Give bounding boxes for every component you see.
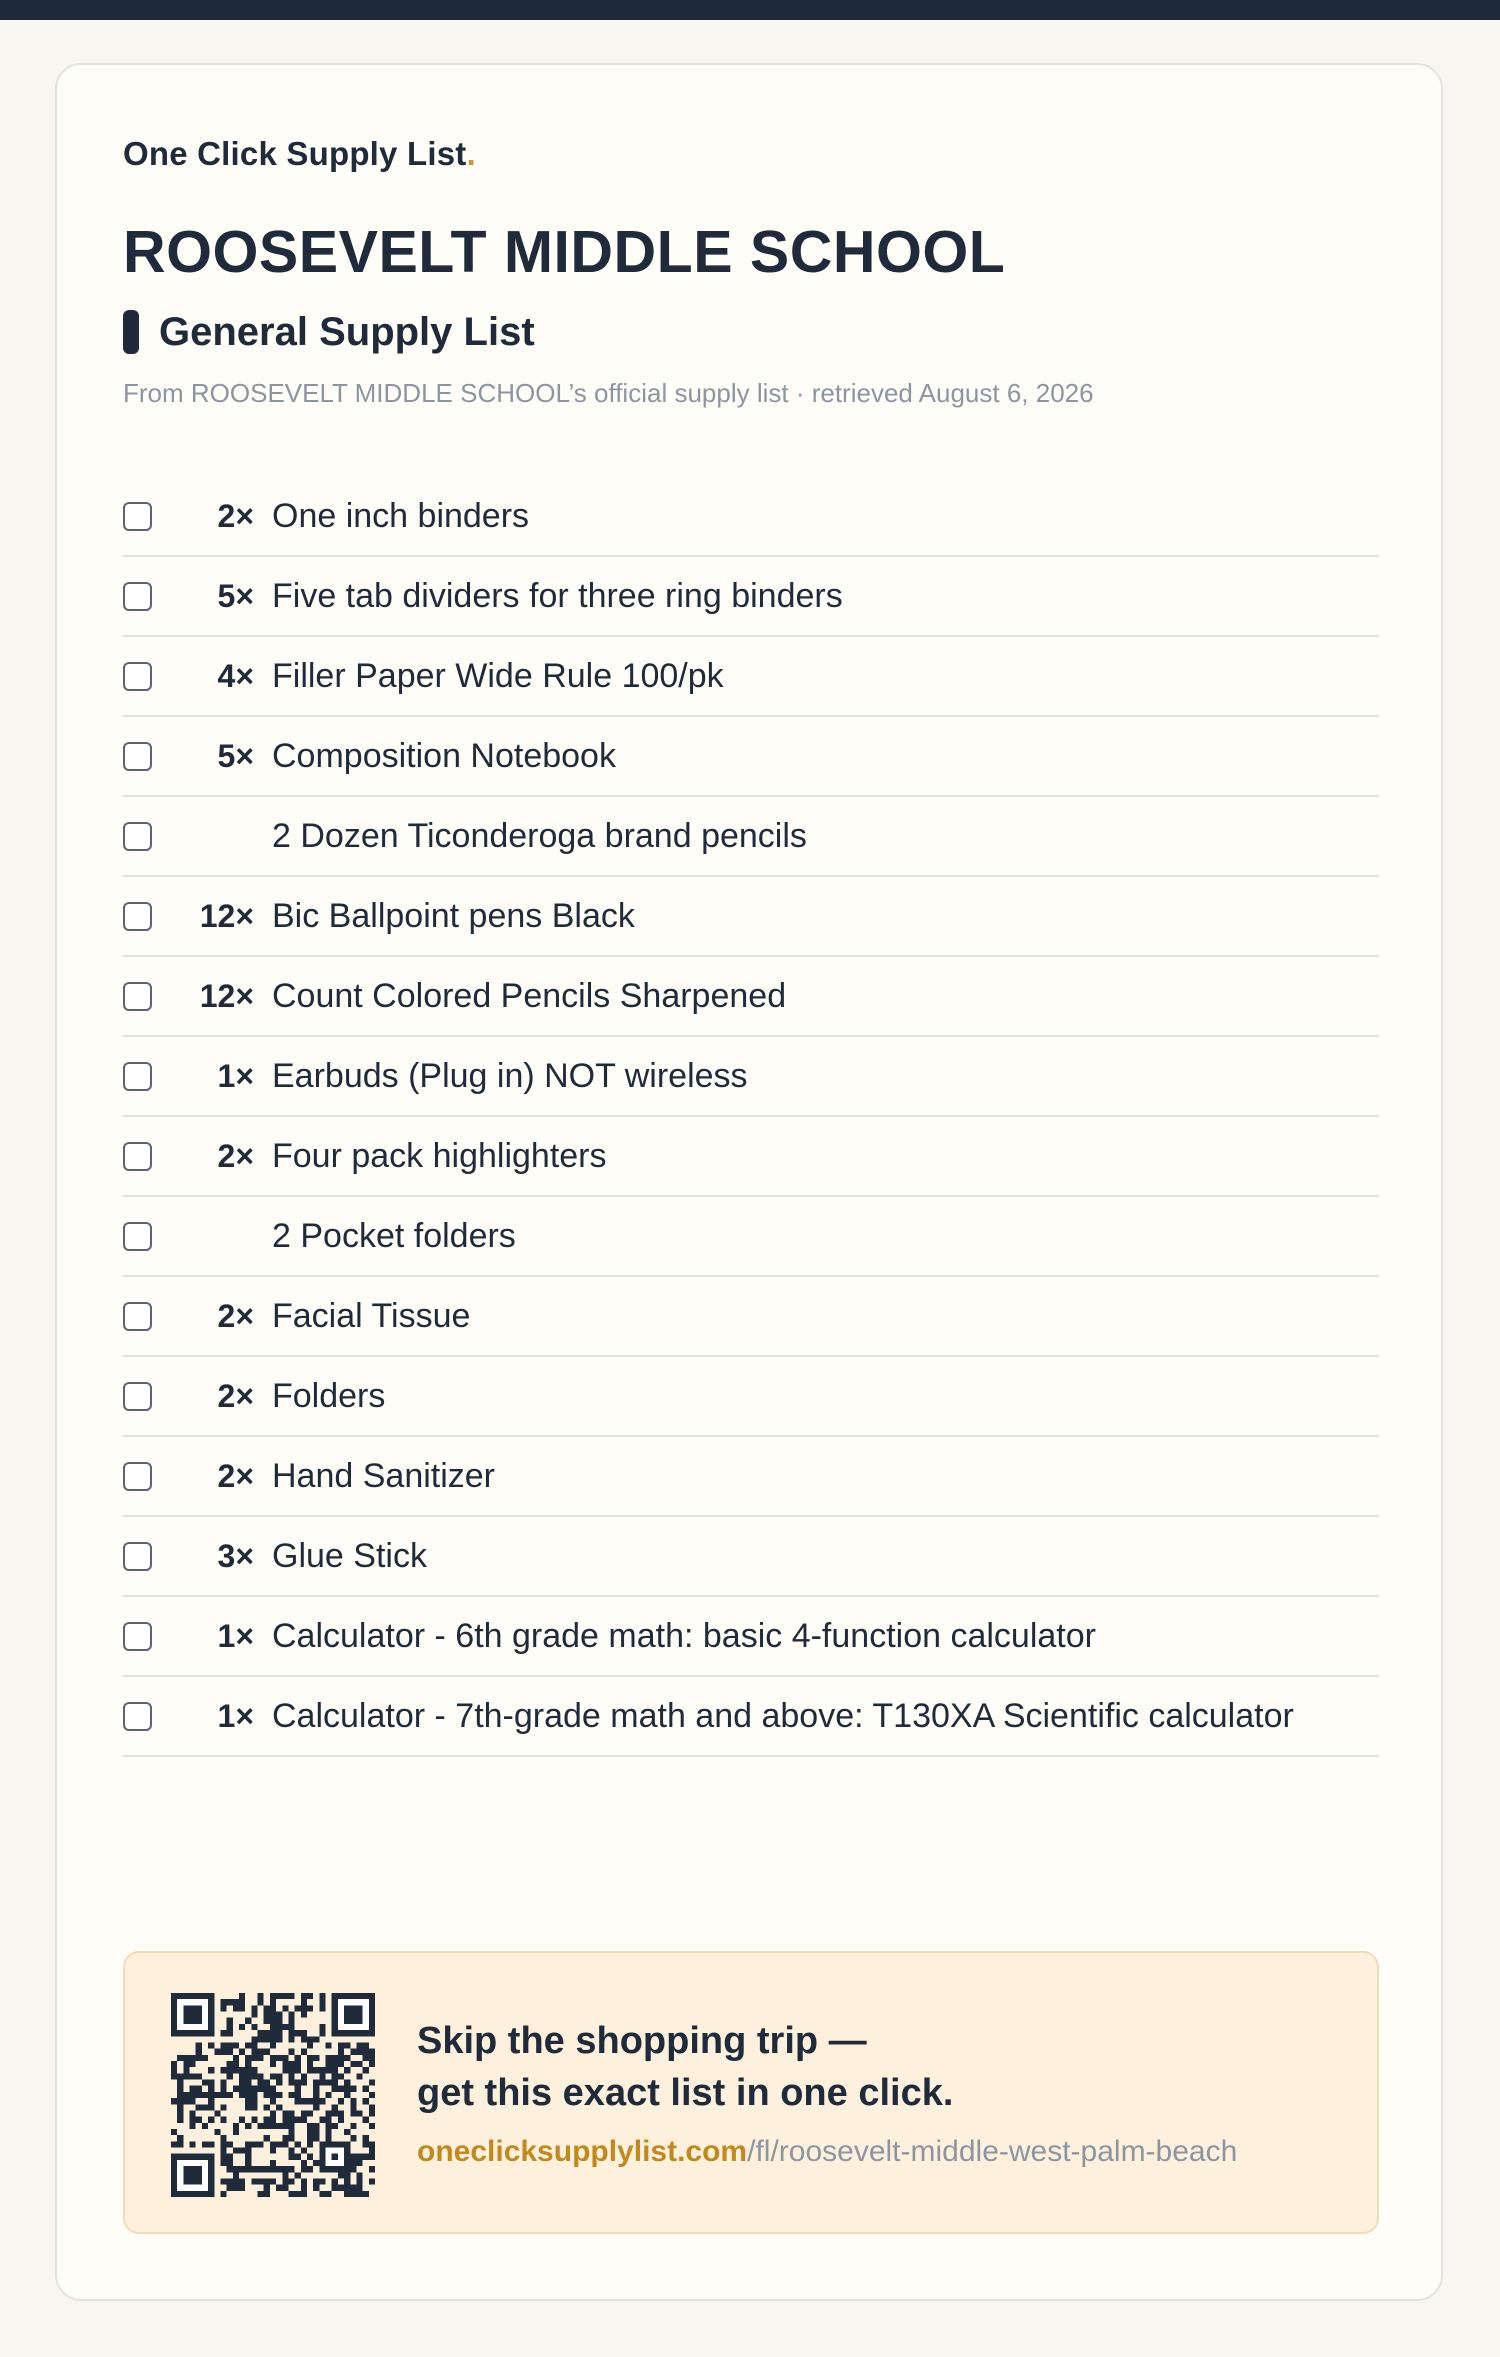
list-item [123,877,1379,957]
list-item [123,1357,1379,1437]
list-item [123,1117,1379,1197]
item-name: 2 Dozen Ticonderoga brand pencils [272,816,807,855]
item-quantity: 2× [217,1377,254,1414]
list-item [123,1037,1379,1117]
item-name: 2 Pocket folders [272,1216,516,1255]
item-name: Calculator - 7th-grade math and above: T130XA Scientific calculator [272,1696,1294,1735]
list-item [123,557,1379,637]
brand-dot: . [466,135,476,172]
qr-code-icon[interactable] [171,1993,375,2197]
item-checkbox[interactable] [123,1222,152,1251]
item-quantity: 1× [217,1057,254,1094]
section-marker [123,310,139,354]
item-name: Glue Stick [272,1536,427,1575]
item-quantity: 1× [217,1697,254,1734]
promo-link-domain: oneclicksupplylist.com [417,2135,748,2168]
item-quantity: 2× [217,497,254,534]
list-item [123,1277,1379,1357]
item-checkbox[interactable] [123,1142,152,1171]
list-item [123,717,1379,797]
item-checkbox[interactable] [123,1382,152,1411]
item-quantity: 1× [217,1617,254,1654]
supply-list [123,477,1379,1757]
promo-headline [417,2015,953,2119]
list-item [123,1517,1379,1597]
item-quantity: 5× [217,737,254,774]
page-title: ROOSEVELT MIDDLE SCHOOL [123,219,1006,285]
list-item [123,1437,1379,1517]
item-name: Filler Paper Wide Rule 100/pk [272,656,724,695]
item-checkbox[interactable] [123,1542,152,1571]
top-bar [0,0,1500,20]
item-checkbox[interactable] [123,662,152,691]
list-item [123,797,1379,877]
item-checkbox[interactable] [123,1302,152,1331]
item-checkbox[interactable] [123,502,152,531]
item-checkbox[interactable] [123,742,152,771]
supply-list-card [55,63,1443,2301]
item-name: Count Colored Pencils Sharpened [272,976,787,1015]
list-item [123,957,1379,1037]
item-checkbox[interactable] [123,902,152,931]
item-quantity: 3× [217,1537,254,1574]
promo-link[interactable] [417,2135,1237,2169]
promo-banner [123,1951,1379,2234]
promo-headline-line-1: Skip the shopping trip — [417,2020,867,2062]
item-name: Bic Ballpoint pens Black [272,896,635,935]
promo-link-path: /fl/roosevelt-middle-west-palm-beach [747,2135,1238,2168]
item-quantity: 2× [217,1137,254,1174]
list-item [123,637,1379,717]
item-checkbox[interactable] [123,1062,152,1091]
item-name: One inch binders [272,496,530,535]
item-quantity: 2× [217,1457,254,1494]
item-quantity: 2× [217,1297,254,1334]
section-label: General Supply List [159,309,535,354]
list-item [123,477,1379,557]
promo-headline-line-2: get this exact list in one click. [417,2072,954,2114]
item-name: Calculator - 6th grade math: basic 4-function calculator [272,1616,1096,1655]
list-item [123,1597,1379,1677]
brand-logo[interactable] [123,135,476,173]
item-quantity: 12× [199,897,254,934]
section-heading [123,308,535,356]
item-name: Five tab dividers for three ring binders [272,576,843,615]
item-name: Hand Sanitizer [272,1456,496,1495]
item-checkbox[interactable] [123,1462,152,1491]
item-quantity: 5× [217,577,254,614]
item-name: Four pack highlighters [272,1136,607,1175]
item-quantity: 12× [199,977,254,1014]
item-name: Composition Notebook [272,736,616,775]
item-checkbox[interactable] [123,822,152,851]
item-name: Facial Tissue [272,1296,471,1335]
item-checkbox[interactable] [123,582,152,611]
item-checkbox[interactable] [123,982,152,1011]
item-checkbox[interactable] [123,1622,152,1651]
source-note: From ROOSEVELT MIDDLE SCHOOL’s official supply list · retrieved August 6, 2026 [123,378,1094,408]
item-checkbox[interactable] [123,1702,152,1731]
brand-name: One Click Supply List [123,135,467,172]
item-quantity: 4× [217,657,254,694]
list-item [123,1197,1379,1277]
item-name: Earbuds (Plug in) NOT wireless [272,1056,748,1095]
item-name: Folders [272,1376,386,1415]
list-item [123,1677,1379,1757]
